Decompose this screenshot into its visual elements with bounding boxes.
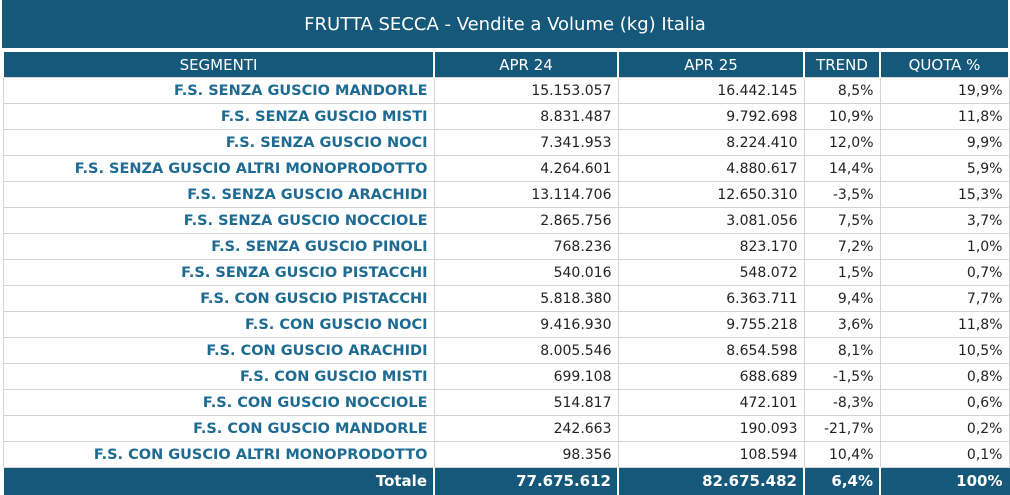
apr24-cell: 7.341.953: [434, 130, 618, 156]
trend-cell: -21,7%: [804, 416, 880, 442]
apr25-cell: 190.093: [618, 416, 804, 442]
quota-cell: 19,9%: [880, 78, 1009, 104]
apr24-cell: 8.831.487: [434, 104, 618, 130]
segment-cell: F.S. CON GUSCIO ARACHIDI: [3, 338, 434, 364]
total-apr24-cell: 77.675.612: [434, 468, 618, 495]
apr25-cell: 16.442.145: [618, 78, 804, 104]
segment-cell: F.S. CON GUSCIO MISTI: [3, 364, 434, 390]
segment-cell: F.S. SENZA GUSCIO ALTRI MONOPRODOTTO: [3, 156, 434, 182]
table-row: [3, 104, 1009, 130]
apr25-cell: 8.654.598: [618, 338, 804, 364]
segment-cell: F.S. SENZA GUSCIO PISTACCHI: [3, 260, 434, 286]
trend-cell: 10,4%: [804, 442, 880, 468]
column-header-segmenti: SEGMENTI: [3, 52, 434, 78]
apr24-cell: 514.817: [434, 390, 618, 416]
apr24-cell: 768.236: [434, 234, 618, 260]
quota-cell: 0,8%: [880, 364, 1009, 390]
segment-cell: F.S. SENZA GUSCIO NOCCIOLE: [3, 208, 434, 234]
trend-cell: 10,9%: [804, 104, 880, 130]
quota-cell: 15,3%: [880, 182, 1009, 208]
table-row: [3, 234, 1009, 260]
total-apr25-cell: 82.675.482: [618, 468, 804, 495]
sales-table: [2, 52, 1010, 495]
header-row: [3, 52, 1009, 78]
apr24-cell: 13.114.706: [434, 182, 618, 208]
apr24-cell: 9.416.930: [434, 312, 618, 338]
table-row: [3, 208, 1009, 234]
trend-cell: 3,6%: [804, 312, 880, 338]
trend-cell: 8,1%: [804, 338, 880, 364]
table-row: [3, 78, 1009, 104]
total-row: [3, 468, 1009, 495]
segment-cell: F.S. CON GUSCIO ALTRI MONOPRODOTTO: [3, 442, 434, 468]
trend-cell: -8,3%: [804, 390, 880, 416]
table-row: [3, 364, 1009, 390]
quota-cell: 9,9%: [880, 130, 1009, 156]
apr25-cell: 3.081.056: [618, 208, 804, 234]
table-row: [3, 130, 1009, 156]
apr25-cell: 108.594: [618, 442, 804, 468]
segment-cell: F.S. SENZA GUSCIO MANDORLE: [3, 78, 434, 104]
table-title: FRUTTA SECCA - Vendite a Volume (kg) Italia: [2, 0, 1008, 48]
table-row: [3, 156, 1009, 182]
apr25-cell: 8.224.410: [618, 130, 804, 156]
apr24-cell: 4.264.601: [434, 156, 618, 182]
trend-cell: 14,4%: [804, 156, 880, 182]
table-row: [3, 442, 1009, 468]
apr25-cell: 548.072: [618, 260, 804, 286]
quota-cell: 11,8%: [880, 312, 1009, 338]
total-quota-cell: 100%: [880, 468, 1009, 495]
table-row: [3, 312, 1009, 338]
apr24-cell: 98.356: [434, 442, 618, 468]
apr25-cell: 823.170: [618, 234, 804, 260]
apr25-cell: 472.101: [618, 390, 804, 416]
segment-cell: F.S. CON GUSCIO MANDORLE: [3, 416, 434, 442]
trend-cell: 8,5%: [804, 78, 880, 104]
segment-cell: F.S. SENZA GUSCIO MISTI: [3, 104, 434, 130]
quota-cell: 0,7%: [880, 260, 1009, 286]
column-header-apr24: APR 24: [434, 52, 618, 78]
column-header-apr25: APR 25: [618, 52, 804, 78]
column-header-trend: TREND: [804, 52, 880, 78]
trend-cell: -3,5%: [804, 182, 880, 208]
apr24-cell: 2.865.756: [434, 208, 618, 234]
apr25-cell: 9.792.698: [618, 104, 804, 130]
trend-cell: 7,2%: [804, 234, 880, 260]
segment-cell: F.S. SENZA GUSCIO NOCI: [3, 130, 434, 156]
quota-cell: 0,1%: [880, 442, 1009, 468]
table-row: [3, 182, 1009, 208]
total-trend-cell: 6,4%: [804, 468, 880, 495]
table-row: [3, 390, 1009, 416]
apr25-cell: 9.755.218: [618, 312, 804, 338]
apr24-cell: 8.005.546: [434, 338, 618, 364]
apr25-cell: 688.689: [618, 364, 804, 390]
quota-cell: 10,5%: [880, 338, 1009, 364]
column-header-quota: QUOTA %: [880, 52, 1009, 78]
trend-cell: 9,4%: [804, 286, 880, 312]
apr24-cell: 15.153.057: [434, 78, 618, 104]
apr25-cell: 6.363.711: [618, 286, 804, 312]
trend-cell: 12,0%: [804, 130, 880, 156]
apr24-cell: 540.016: [434, 260, 618, 286]
quota-cell: 1,0%: [880, 234, 1009, 260]
table-row: [3, 338, 1009, 364]
trend-cell: 7,5%: [804, 208, 880, 234]
table-row: [3, 416, 1009, 442]
segment-cell: F.S. SENZA GUSCIO ARACHIDI: [3, 182, 434, 208]
segment-cell: F.S. SENZA GUSCIO PINOLI: [3, 234, 434, 260]
segment-cell: F.S. CON GUSCIO PISTACCHI: [3, 286, 434, 312]
apr24-cell: 699.108: [434, 364, 618, 390]
segment-cell: F.S. CON GUSCIO NOCCIOLE: [3, 390, 434, 416]
apr25-cell: 12.650.310: [618, 182, 804, 208]
quota-cell: 11,8%: [880, 104, 1009, 130]
table-row: [3, 286, 1009, 312]
apr25-cell: 4.880.617: [618, 156, 804, 182]
quota-cell: 5,9%: [880, 156, 1009, 182]
trend-cell: -1,5%: [804, 364, 880, 390]
segment-cell: F.S. CON GUSCIO NOCI: [3, 312, 434, 338]
quota-cell: 0,2%: [880, 416, 1009, 442]
quota-cell: 3,7%: [880, 208, 1009, 234]
total-segment-cell: Totale: [3, 468, 434, 495]
trend-cell: 1,5%: [804, 260, 880, 286]
quota-cell: 0,6%: [880, 390, 1009, 416]
apr24-cell: 242.663: [434, 416, 618, 442]
table-row: [3, 260, 1009, 286]
apr24-cell: 5.818.380: [434, 286, 618, 312]
quota-cell: 7,7%: [880, 286, 1009, 312]
